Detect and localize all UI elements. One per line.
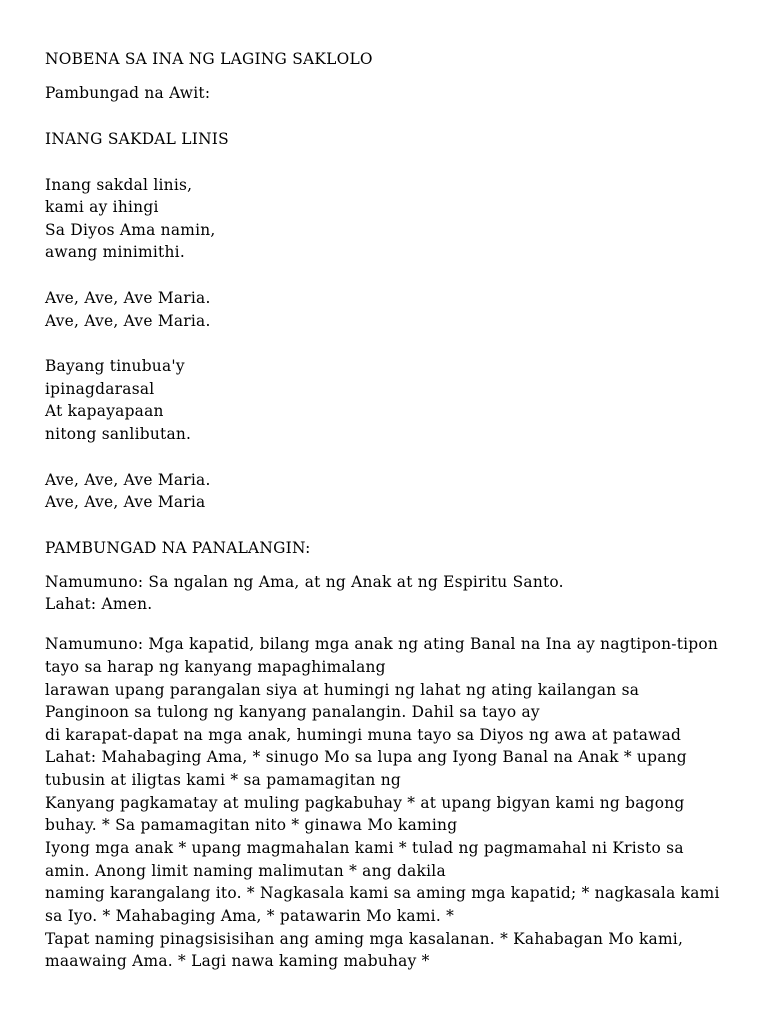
refrain-line: Ave, Ave, Ave Maria.	[45, 289, 211, 307]
opening-line: Lahat: Amen.	[45, 595, 153, 613]
prayer-line: Lahat: Mahabaging Ama, * sinugo Mo sa lupa ang Iyong Banal na Anak * upang	[45, 748, 687, 766]
prayer-line: Namumuno: Mga kapatid, bilang mga anak ng ating Banal na Ina ay nagtipon-tipon	[45, 635, 719, 653]
song-line: kami ay ihingi	[45, 198, 159, 216]
song-line: nitong sanlibutan.	[45, 425, 192, 443]
opening-line: Namumuno: Sa ngalan ng Ama, at ng Anak at ng Espiritu Santo.	[45, 573, 564, 591]
document-title: NOBENA SA INA NG LAGING SAKLOLO	[45, 50, 373, 68]
prayer-line: Panginoon sa tulong ng kanyang panalangin. Dahil sa tayo ay	[45, 703, 540, 721]
song-line: At kapayapaan	[45, 402, 164, 420]
section-heading-pambungad-na-panalangin: PAMBUNGAD NA PANALANGIN:	[45, 539, 311, 557]
prayer-line: buhay. * Sa pamamagitan nito * ginawa Mo kaming	[45, 816, 458, 834]
prayer-line: tubusin at iligtas kami * sa pamamagitan ng	[45, 771, 401, 789]
prayer-line: di karapat-dapat na mga anak, humingi muna tayo sa Diyos ng awa at patawad	[45, 726, 682, 744]
refrain-line: Ave, Ave, Ave Maria.	[45, 471, 211, 489]
prayer-line: maawaing Ama. * Lagi nawa kaming mabuhay *	[45, 952, 430, 970]
section-heading-pambungad-na-awit: Pambungad na Awit:	[45, 84, 211, 102]
prayer-line: naming karangalang ito. * Nagkasala kami sa aming mga kapatid; * nagkasala kami	[45, 884, 720, 902]
prayer-line: tayo sa harap ng kanyang mapaghimalang	[45, 658, 386, 676]
refrain-line: Ave, Ave, Ave Maria.	[45, 312, 211, 330]
prayer-line: Iyong mga anak * upang magmahalan kami * tulad ng pagmamahal ni Kristo sa	[45, 839, 684, 857]
song-line: ipinagdarasal	[45, 380, 155, 398]
prayer-line: Kanyang pagkamatay at muling pagkabuhay * at upang bigyan kami ng bagong	[45, 794, 685, 812]
song-line: awang minimithi.	[45, 243, 185, 261]
song-line: Sa Diyos Ama namin,	[45, 221, 216, 239]
song-line: Inang sakdal linis,	[45, 176, 193, 194]
prayer-line: amin. Anong limit naming malimutan * ang dakila	[45, 862, 446, 880]
song-line: Bayang tinubua'y	[45, 357, 185, 375]
prayer-line: larawan upang parangalan siya at humingi ng lahat ng ating kailangan sa	[45, 681, 640, 699]
refrain-line: Ave, Ave, Ave Maria	[45, 493, 206, 511]
prayer-line: Tapat naming pinagsisisihan ang aming mga kasalanan. * Kahabagan Mo kami,	[45, 930, 684, 948]
song-title: INANG SAKDAL LINIS	[45, 130, 229, 148]
prayer-line: sa Iyo. * Mahabaging Ama, * patawarin Mo kami. *	[45, 907, 455, 925]
